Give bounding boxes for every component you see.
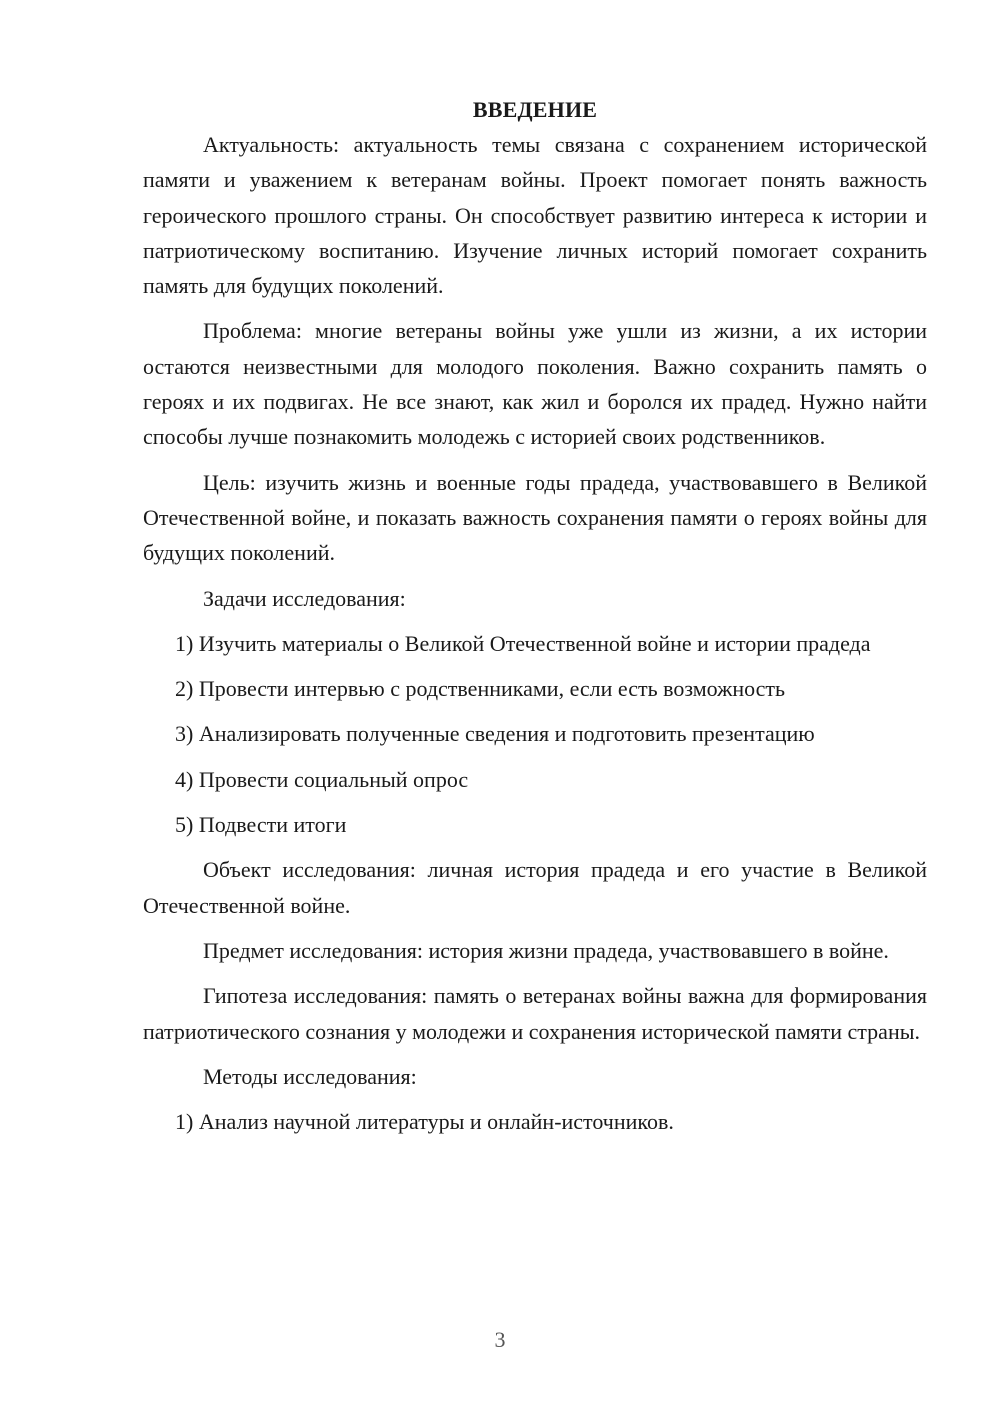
method-item: 1) Анализ научной литературы и онлайн-источников.	[175, 1109, 674, 1135]
task-item: 4) Провести социальный опрос	[175, 766, 469, 792]
tasks-heading: Задачи исследования:	[203, 585, 406, 611]
goal-paragraph: Цель: изучить жизнь и военные годы прадеда, участвовавшего в Великой Отечественной войне, и показать важность сохранения памяти о героях войны для будущих поколений.	[143, 469, 927, 566]
tasks-list	[143, 626, 927, 842]
methods-list	[143, 1104, 927, 1139]
hypothesis-paragraph: Гипотеза исследования: память о ветеранах войны важна для формирования патриотического сознания у молодежи и сохранения исторической памяти страны.	[143, 983, 927, 1044]
document-page	[143, 92, 927, 1149]
subject-paragraph: Предмет исследования: история жизни прадеда, участвовавшего в войне.	[203, 937, 889, 963]
task-item: 1) Изучить материалы о Великой Отечественной войне и истории прадеда	[175, 630, 871, 656]
task-item: 3) Анализировать полученные сведения и подготовить презентацию	[175, 721, 815, 747]
object-paragraph: Объект исследования: личная история прадеда и его участие в Великой Отечественной войне.	[143, 857, 927, 918]
task-item: 2) Провести интервью с родственниками, если есть возможность	[175, 676, 786, 702]
section-title: ВВЕДЕНИЕ	[472, 97, 598, 122]
methods-heading: Методы исследования:	[203, 1063, 417, 1089]
page-number: 3	[494, 1327, 506, 1352]
problem-paragraph: Проблема: многие ветераны войны уже ушли из жизни, а их истории остаются неизвестными для молодого поколения. Важно сохранить память о героях и их подвигах. Не все знают, как жил и боролся их прадед. Нужно найти способы лучше познакомить молодежь с историей своих родственников.	[143, 318, 927, 450]
task-item: 5) Подвести итоги	[175, 812, 347, 838]
relevance-paragraph: Актуальность: актуальность темы связана с сохранением исторической памяти и уважением к ветеранам войны. Проект помогает понять важность героического прошлого страны. Он способствует развитию интереса к истории и патриотическому воспитанию. Изучение личных историй помогает сохранить память для будущих поколений.	[143, 132, 927, 299]
